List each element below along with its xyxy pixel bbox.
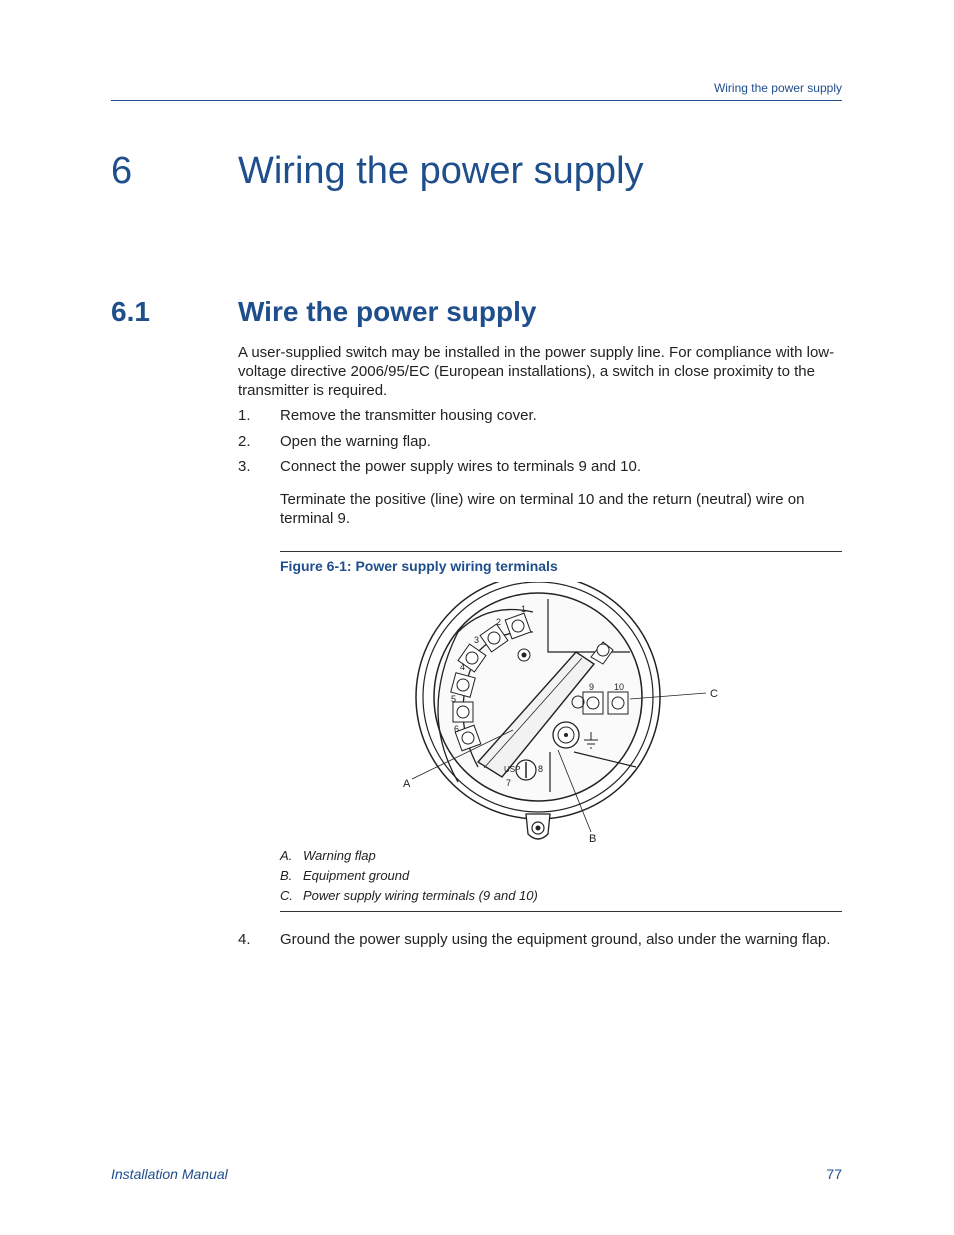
legend-text: Equipment ground [303,868,410,883]
wiring-terminals-diagram [398,582,728,852]
terminal-label: 9 [589,682,595,692]
terminal-label: 3 [474,635,480,645]
intro-paragraph: A user-supplied switch may be installed in the power supply line. For compliance with low-voltage directive 2006/95/EC (European installations), a switch in close proximity to the transmitter is required. [238,344,835,399]
callout-c: C [710,688,718,700]
figure-caption: Figure 6-1: Power supply wiring terminals [280,558,558,574]
legend-text: Power supply wiring terminals (9 and 10) [303,888,538,903]
header-rule [111,100,842,101]
legend-key: C. [280,888,293,903]
footer-manual-title: Installation Manual [111,1166,228,1182]
step-text: Remove the transmitter housing cover. [280,407,537,424]
footer-page-number: 77 [826,1166,842,1182]
step-number: 1. [238,407,251,424]
step-number: 4. [238,931,251,948]
step-number: 2. [238,433,251,450]
chapter-title: Wiring the power supply [238,150,644,192]
terminal-label: 1 [521,604,527,614]
section-number: 6.1 [111,296,150,327]
figure-top-rule [280,551,842,552]
running-header: Wiring the power supply [713,81,842,95]
terminal-label: 7 [506,778,512,788]
legend-key: A. [280,848,293,863]
terminal-label: 5 [451,694,457,704]
legend-key: B. [280,868,293,883]
usp-label: USP [504,765,521,774]
step-text: Ground the power supply using the equipment ground, also under the warning flap. [280,931,831,948]
step-3-note: Terminate the positive (line) wire on terminal 10 and the return (neutral) wire on terminal 9. [280,491,805,527]
terminal-label: 4 [460,662,466,672]
section-title: Wire the power supply [238,296,537,327]
chapter-number: 6 [111,150,133,192]
terminal-label: 6 [454,724,460,734]
callout-b: B [589,833,597,845]
terminal-label: 2 [496,617,502,627]
legend-text: Warning flap [303,848,376,863]
step-text: Connect the power supply wires to terminals 9 and 10. [280,458,642,475]
step-text: Open the warning flap. [280,433,431,450]
step-number: 3. [238,458,251,475]
callout-a: A [403,778,411,790]
terminal-label: 10 [614,682,625,692]
figure-bottom-rule [280,911,842,912]
terminal-label: 8 [538,764,544,774]
